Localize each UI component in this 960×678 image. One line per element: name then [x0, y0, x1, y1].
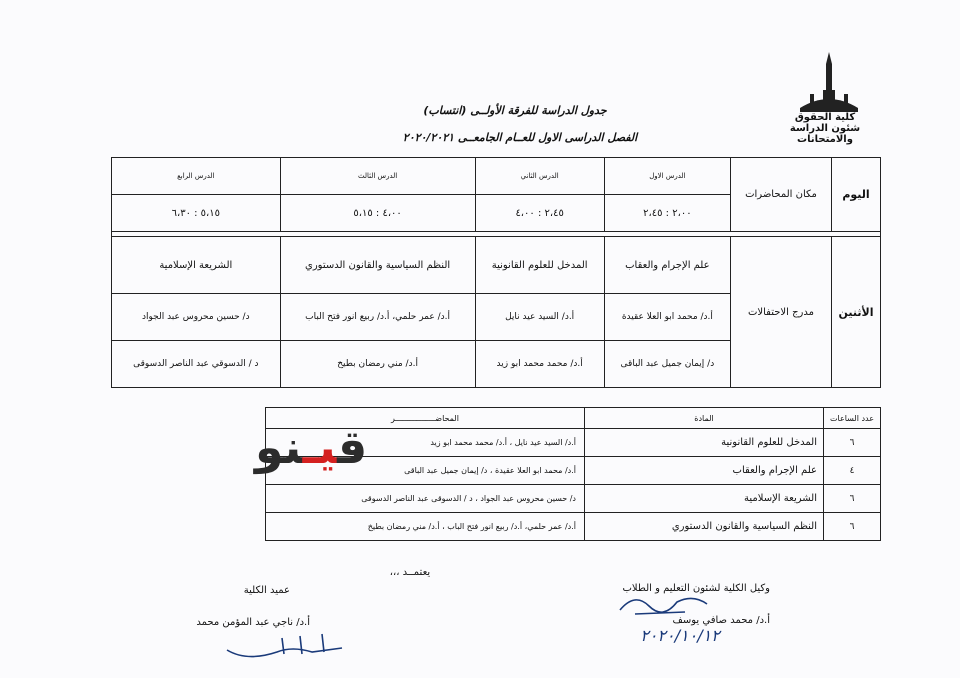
professor-r2-lesson-1: د/ إيمان جميل عبد الباقى — [604, 341, 730, 388]
faculty-name — [770, 112, 880, 145]
lecturer-cell: أ.د/ محمد ابو العلا عقيدة ، د/ إيمان جميل عبد الباقى — [266, 457, 585, 485]
header-subject: المادة — [585, 408, 824, 429]
vice-dean-signature — [615, 588, 715, 620]
day-cell: الأثنين — [832, 237, 881, 388]
vice-dean-title: وكيل الكلية لشئون التعليم و الطلاب — [622, 583, 770, 594]
hours-cell: ٦ — [824, 429, 881, 457]
subject-lesson-3: النظم السياسية والقانون الدستوري — [280, 237, 475, 294]
professor-r1-lesson-3: أ.د/ عمر حلمي، أ.د/ ربيع انور فتح الباب — [280, 294, 475, 341]
table-row — [266, 513, 881, 541]
watermark-part-red: يـ — [302, 420, 338, 474]
time-lesson-1: ٢،٠٠ : ٢،٤٥ — [604, 195, 730, 232]
faculty-line1: كلية الحقوق — [794, 112, 856, 123]
subject-cell: علم الإجرام والعقاب — [585, 457, 824, 485]
header-lesson-2: الدرس الثاني — [475, 158, 604, 195]
page-title: جدول الدراسة للفرقة الأولــى (انتساب) — [423, 104, 607, 117]
subject-cell: الشريعة الإسلامية — [585, 485, 824, 513]
approval-text: يعتمــد ،،، — [389, 567, 431, 578]
subject-cell: المدخل للعلوم القانونية — [585, 429, 824, 457]
professor-r2-lesson-3: أ.د/ مني رمضان بطيخ — [280, 341, 475, 388]
header-lecturer: المحاضـــــــــــــــــر — [266, 408, 585, 429]
header-day: اليوم — [832, 158, 881, 232]
lecturer-cell: د/ حسين محروس عبد الجواد ، د / الدسوقى عبد الناصر الدسوقى — [266, 485, 585, 513]
header-lesson-3: الدرس الثالث — [280, 158, 475, 195]
lecturer-cell: أ.د/ عمر حلمي، أ.د/ ربيع انور فتح الباب ، أ.د/ مني رمضان بطيخ — [266, 513, 585, 541]
header-hours: عدد الساعات — [824, 408, 881, 429]
professor-r1-lesson-2: أ.د/ السيد عيد نايل — [475, 294, 604, 341]
table-row — [266, 485, 881, 513]
professor-r2-lesson-2: أ.د/ محمد محمد ابو زيد — [475, 341, 604, 388]
hours-cell: ٤ — [824, 457, 881, 485]
time-lesson-4: ٥،١٥ : ٦،٣٠ — [112, 195, 281, 232]
schedule-table — [111, 157, 881, 388]
watermark-part-b: نو — [255, 420, 303, 474]
page-subtitle: الفصل الدراسى الاول للعــام الجامعــى ٢٠٢٠/٢٠٢١ — [402, 131, 638, 144]
handwritten-date: ٢٠٢٠/١٠/١٢ — [640, 626, 720, 645]
faculty-line2: شئون الدراسة والامتحانات — [789, 123, 861, 145]
subject-cell: النظم السياسية والقانون الدستوري — [585, 513, 824, 541]
professor-r1-lesson-1: أ.د/ محمد ابو العلا عقيدة — [604, 294, 730, 341]
header-lesson-4: الدرس الرابع — [112, 158, 281, 195]
time-lesson-2: ٢،٤٥ : ٤،٠٠ — [475, 195, 604, 232]
hours-cell: ٦ — [824, 485, 881, 513]
watermark-part-a: ق — [337, 420, 368, 474]
header-lesson-1: الدرس الاول — [604, 158, 730, 195]
dean-title: عميد الكلية — [243, 585, 290, 596]
subject-lesson-1: علم الإجرام والعقاب — [604, 237, 730, 294]
header-place: مكان المحاضرات — [731, 158, 832, 232]
time-lesson-3: ٤،٠٠ : ٥،١٥ — [280, 195, 475, 232]
lecturer-cell: أ.د/ السيد عيد نايل ، أ.د/ محمد محمد ابو زيد — [266, 429, 585, 457]
professor-r1-lesson-4: د/ حسين محروس عبد الجواد — [112, 294, 281, 341]
subject-lesson-2: المدخل للعلوم القانونية — [475, 237, 604, 294]
subject-lesson-4: الشريعة الإسلامية — [112, 237, 281, 294]
place-cell: مدرج الاحتفالات — [731, 237, 832, 388]
watermark-logo — [255, 420, 367, 474]
professor-r2-lesson-4: د / الدسوقي عبد الناصر الدسوقى — [112, 341, 281, 388]
dean-signature — [222, 628, 352, 664]
vice-dean-name: أ.د/ محمد صافي يوسف — [672, 615, 770, 626]
hours-cell: ٦ — [824, 513, 881, 541]
dean-name: أ.د/ ناجي عبد المؤمن محمد — [196, 617, 310, 628]
